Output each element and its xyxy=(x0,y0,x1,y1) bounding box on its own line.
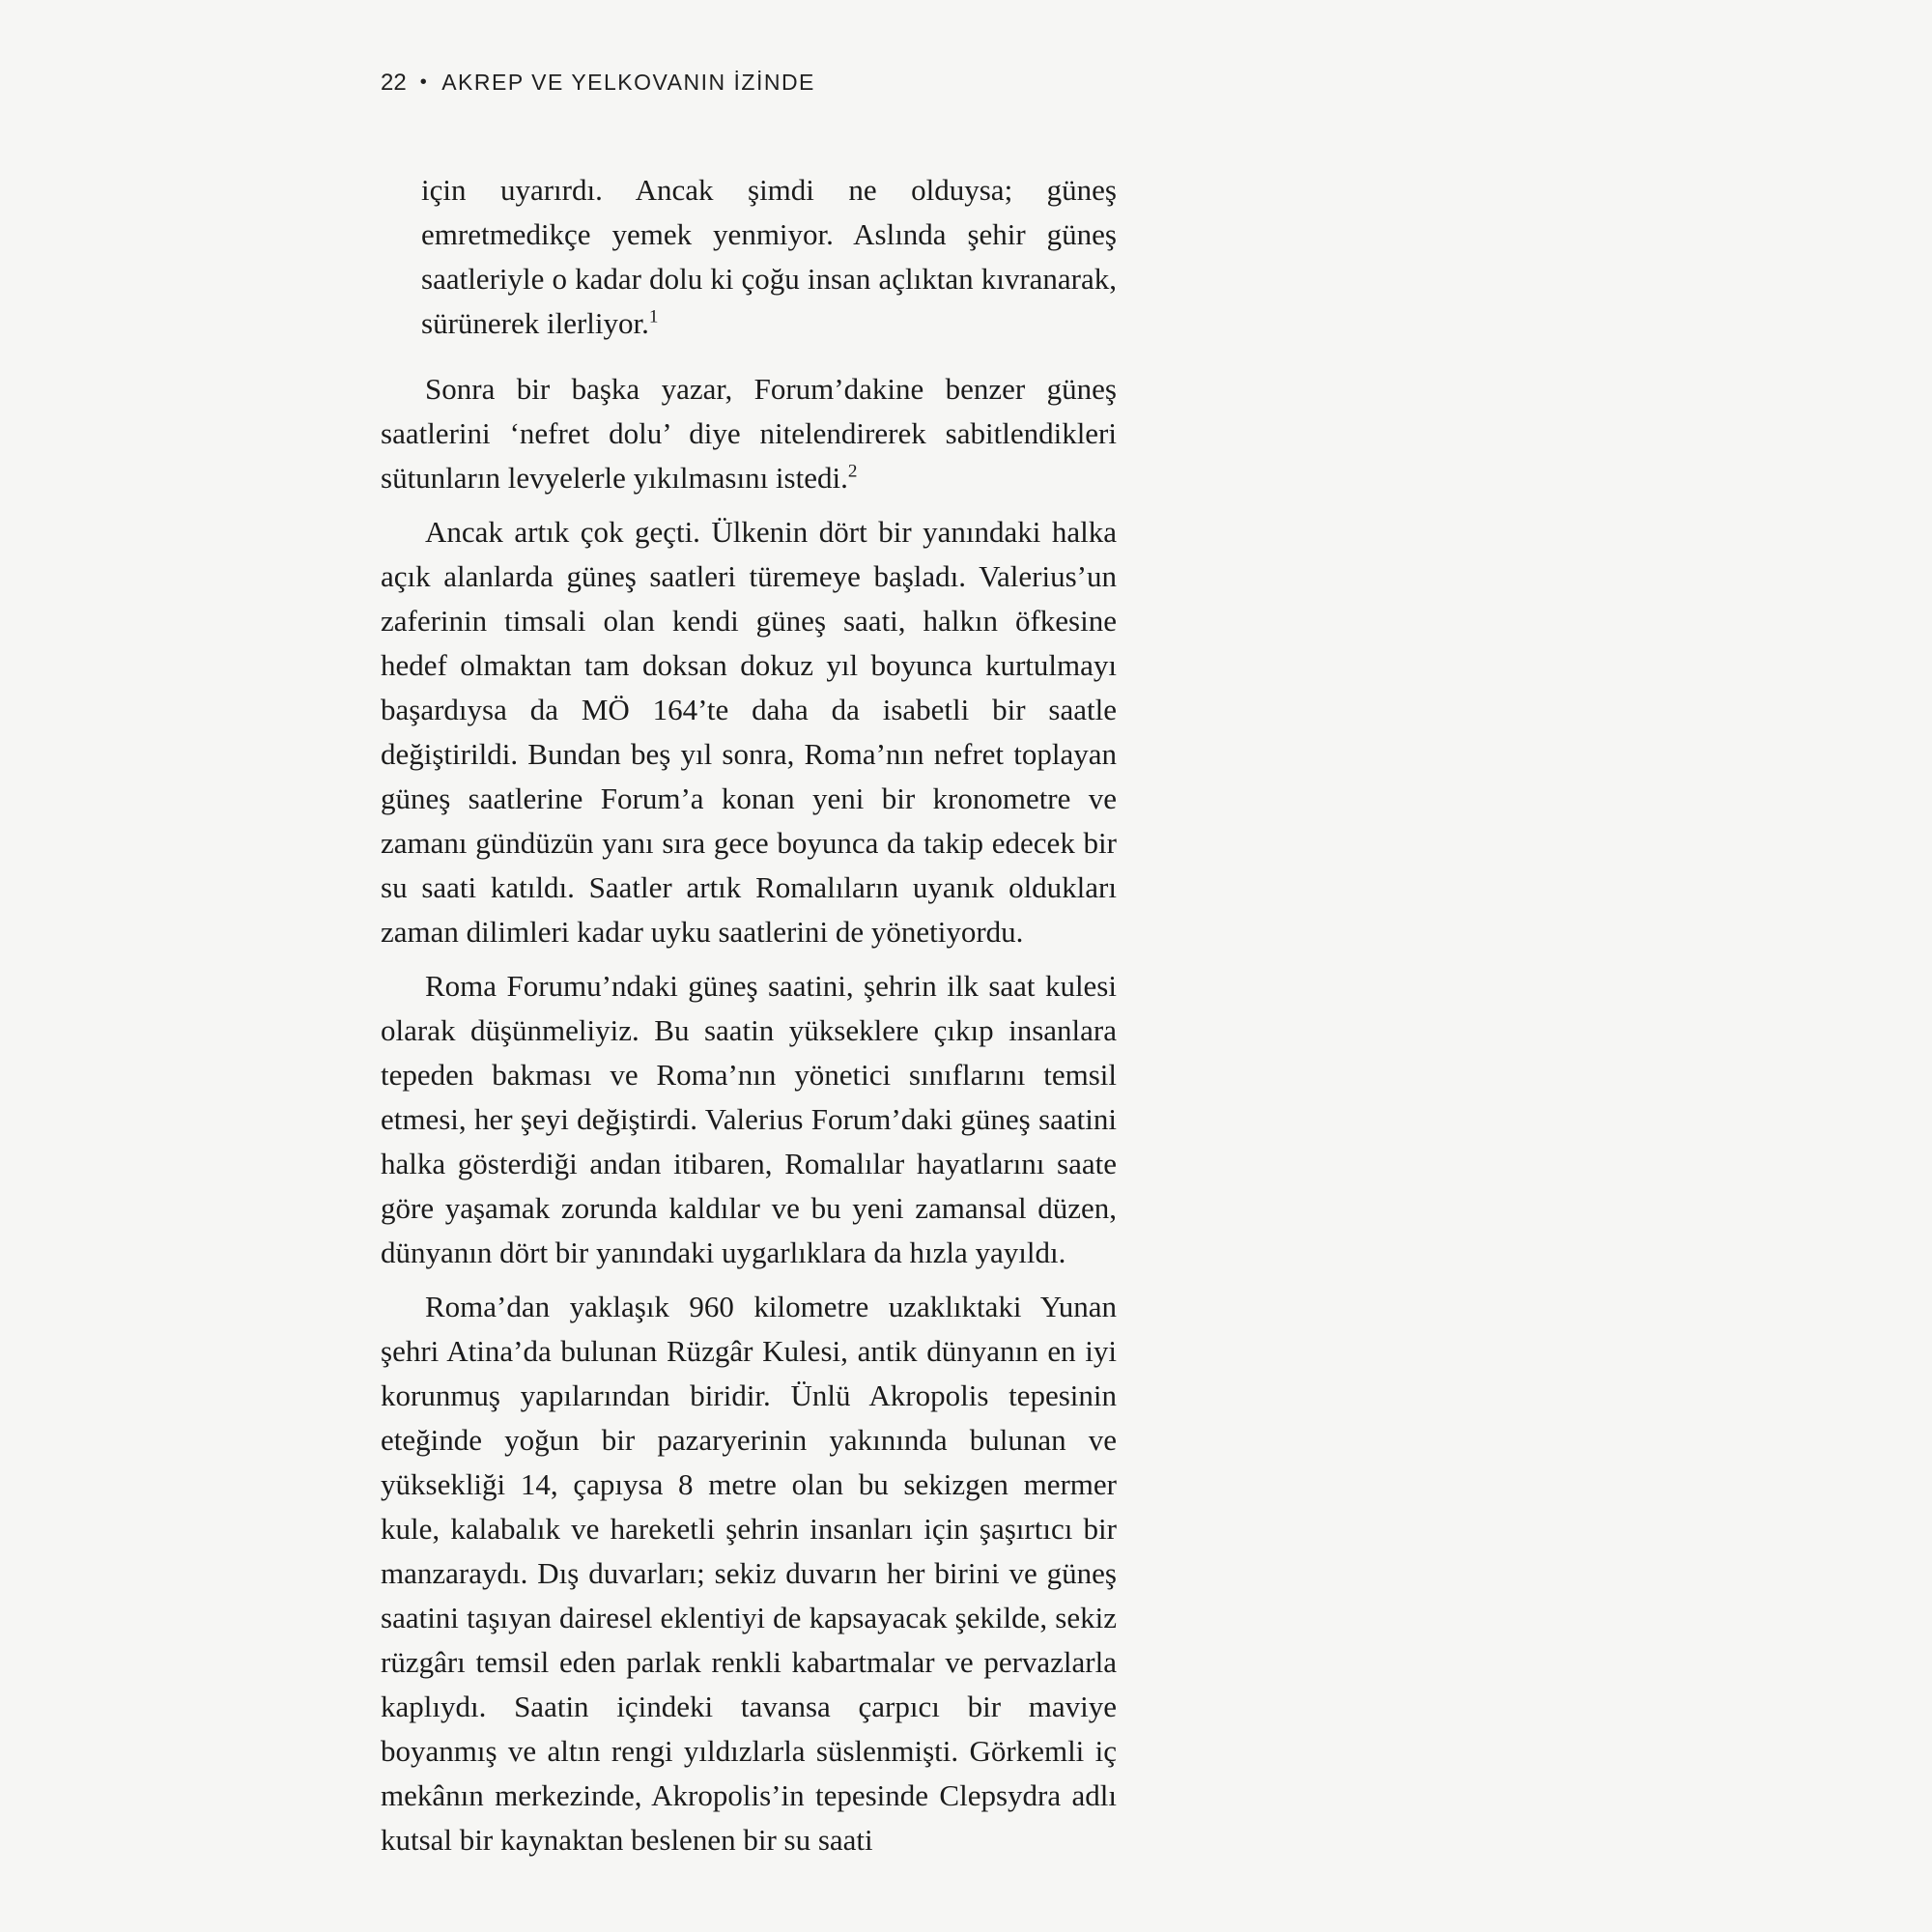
block-quote xyxy=(421,168,1117,346)
page-text xyxy=(381,168,1117,1862)
page-number: 22 xyxy=(381,70,407,96)
footnote-ref-2: 2 xyxy=(847,461,858,482)
footnote-ref-1: 1 xyxy=(648,306,659,327)
running-title: AKREP VE YELKOVANIN İZİNDE xyxy=(441,70,815,95)
paragraph-4 xyxy=(381,1285,1117,1862)
block-quote-text: için uyarırdı. Ancak şimdi ne olduysa; güneş emretmedikçe yemek yenmiyor. Aslında şehir güneş saatleriyle o kadar dolu ki çoğu insan açlıktan kıvranarak, sürünerek ilerliyor. xyxy=(421,173,1117,340)
paragraph-1-text: Sonra bir başka yazar, Forum’dakine benzer güneş saatlerini ‘nefret dolu’ diye nitelendirerek sabitlendikleri sütunların levyelerle yıkılmasını istedi. xyxy=(381,372,1117,495)
paragraph-3-text: Roma Forumu’ndaki güneş saatini, şehrin ilk saat kulesi olarak düşünmeliyiz. Bu saatin yükseklere çıkıp insanlara tepeden bakması ve Roma’nın yönetici sınıflarını temsil etmesi, her şeyi değiştirdi. Valerius Forum’daki güneş saatini halka gösterdiği andan itibaren, Romalılar hayatlarını saate göre yaşamak zorunda kaldılar ve bu yeni zamansal düzen, dünyanın dört bir yanındaki uygarlıklara da hızla yayıldı. xyxy=(381,969,1117,1269)
running-header xyxy=(381,70,1117,97)
header-bullet-separator: • xyxy=(419,71,429,93)
paragraph-2-text: Ancak artık çok geçti. Ülkenin dört bir yanındaki halka açık alanlarda güneş saatleri türemeye başladı. Valerius’un zaferinin timsali olan kendi güneş saati, halkın öfkesine hedef olmaktan tam doksan dokuz yıl boyunca kurtulmayı başardıysa da MÖ 164’te daha da isabetli bir saatle değiştirildi. Bundan beş yıl sonra, Roma’nın nefret toplayan güneş saatlerine Forum’a konan yeni bir kronometre ve zamanı gündüzün yanı sıra gece boyunca da takip edecek bir su saati katıldı. Saatler artık Romalıların uyanık oldukları zaman dilimleri kadar uyku saatlerini de yönetiyordu. xyxy=(381,515,1117,949)
paragraph-1 xyxy=(381,367,1117,500)
paragraph-4-text: Roma’dan yaklaşık 960 kilometre uzaklıktaki Yunan şehri Atina’da bulunan Rüzgâr Kulesi, antik dünyanın en iyi korunmuş yapılarından biridir. Ünlü Akropolis tepesinin eteğinde yoğun bir pazaryerinin yakınında bulunan ve yüksekliği 14, çapıysa 8 metre olan bu sekizgen mermer kule, kalabalık ve hareketli şehrin insanları için şaşırtıcı bir manzaraydı. Dış duvarları; sekiz duvarın her birini ve güneş saatini taşıyan dairesel eklentiyi de kapsayacak şekilde, sekiz rüzgârı temsil eden parlak renkli kabartmalar ve pervazlarla kaplıydı. Saatin içindeki tavansa çarpıcı bir maviye boyanmış ve altın rengi yıldızlarla süslenmişti. Görkemli iç mekânın merkezinde, Akropolis’in tepesinde Clepsydra adlı kutsal bir kaynaktan beslenen bir su saati xyxy=(381,1290,1117,1857)
page-content xyxy=(381,70,1117,1872)
paragraph-2 xyxy=(381,510,1117,954)
paragraph-3 xyxy=(381,964,1117,1275)
